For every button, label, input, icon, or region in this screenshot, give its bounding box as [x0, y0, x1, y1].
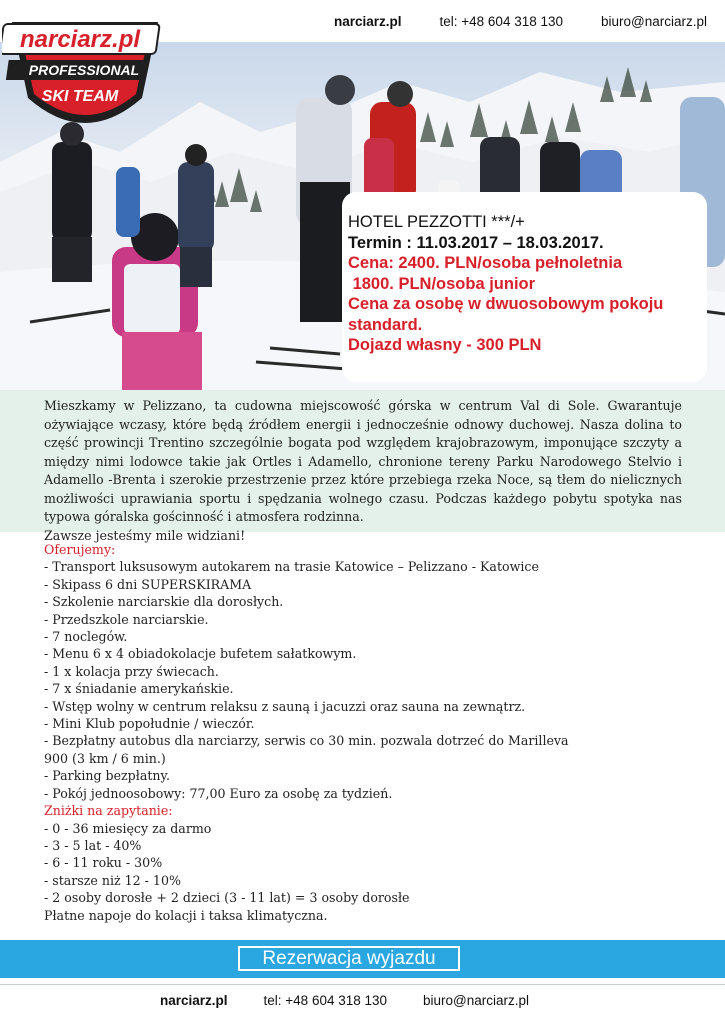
offer-item: - Przedszkole narciarskie. [44, 611, 209, 627]
offer-item: - Menu 6 x 4 obiadokolacje bufetem sałatkowym. [44, 646, 357, 662]
discount-item: - 0 - 36 miesięcy za darmo [44, 820, 212, 836]
narciarz-logo[interactable] [2, 8, 168, 136]
description-text [44, 397, 682, 545]
price-note-line1: Cena za osobę w dwuosobowym pokoju [348, 295, 664, 313]
offer-heading: Oferujemy: [44, 542, 116, 557]
logo-brand-text: narciarz.pl [19, 26, 141, 53]
offer-item: - Wstęp wolny w centrum relaksu z sauną i jacuzzi oraz sauna na zewnątrz. [44, 698, 526, 714]
discount-item: - 3 - 5 lat - 40% [44, 837, 142, 853]
discount-item: - 2 osoby dorosłe + 2 dzieci (3 - 11 lat) = 3 osoby dorosłe [44, 890, 410, 906]
logo-line2-text: SKI TEAM [41, 88, 119, 105]
offer-item: - 7 x śniadanie amerykańskie. [44, 681, 234, 697]
hotel-name: HOTEL PEZZOTTI ***/+ [348, 213, 525, 231]
price-junior: 1800. PLN/osoba junior [348, 274, 536, 293]
footer-phone[interactable]: tel: +48 604 318 130 [263, 993, 388, 1008]
trip-dates: Termin : 11.03.2017 – 18.03.2017. [348, 233, 604, 252]
description-paragraph: Mieszkamy w Pelizzano, ta cudowna miejscowość górska w centrum Val di Sole. Gwarantuje ożywiające wczasy, które będą źródłem energii i jednocześnie odnowy duchowej. Nasza dolina to część prowincji Trentino szczególnie bogata pod względem krajobrazowym, imponujące szczyty a między nimi lodowce takie jak Ortles i Adamello, chronione tereny Parku Narodowego Stelvio i Adamello -Brenta i szerokie przestrzenie przez które przebiega rzeka Noce, są tłem do nielicznych możliwości uprawiania sportu i spędzania wolnego czasu. Podczas każdego pobytu spotyka nas typowa góralska gościnność i atmosfera rodzinna. [44, 398, 682, 524]
price-adult: Cena: 2400. PLN/osoba pełnoletnia [348, 254, 623, 272]
offer-item: 900 (3 km / 6 min.) [44, 750, 166, 766]
header-phone[interactable]: tel: +48 604 318 130 [439, 14, 563, 29]
discount-item: - 6 - 11 roku - 30% [44, 855, 163, 871]
offer-footer-note: Płatne napoje do kolacji i taksa klimatyczna. [44, 907, 328, 923]
price-note-line2: standard. [348, 315, 423, 334]
footer-email-link[interactable]: biuro@narciarz.pl [423, 993, 530, 1008]
footer-website-link[interactable]: narciarz.pl [160, 993, 228, 1008]
footer-divider [0, 984, 725, 985]
description-closing: Zawsze jesteśmy mile widziani! [44, 527, 246, 543]
header-contact-bar [334, 14, 707, 32]
offer-item: - 1 x kolacja przy świecach. [44, 663, 219, 679]
header-email-link[interactable]: biuro@narciarz.pl [601, 14, 707, 29]
offer-item: - 7 noclegów. [44, 629, 128, 645]
discount-heading: Zniżki na zapytanie: [44, 803, 173, 819]
reservation-button[interactable]: Rezerwacja wyjazdu [238, 946, 460, 971]
header-website-link[interactable]: narciarz.pl [333, 14, 402, 29]
transport-price: Dojazd własny - 300 PLN [348, 336, 542, 354]
offer-item: - Bezpłatny autobus dla narciarzy, serwis co 30 min. pozwala dotrzeć do Marilleva [44, 733, 569, 749]
offer-item: - Szkolenie narciarskie dla dorosłych. [44, 594, 284, 610]
discount-item: - starsze niż 12 - 10% [44, 872, 181, 888]
offer-item: - Skipass 6 dni SUPERSKIRAMA [44, 576, 252, 592]
offer-item: - Parking bezpłatny. [44, 768, 170, 784]
offer-item: - Pokój jednoosobowy: 77,00 Euro za osobę za tydzień. [44, 785, 393, 801]
offer-item: - Mini Klub popołudnie / wieczór. [44, 716, 255, 732]
logo-line1-text: PROFESSIONAL [28, 62, 140, 78]
offer-item: - Transport luksusowym autokarem na trasie Katowice – Pelizzano - Katowice [44, 559, 539, 575]
footer-contact-bar [160, 993, 529, 1008]
hotel-info-box [342, 192, 707, 382]
offer-section [44, 541, 684, 924]
